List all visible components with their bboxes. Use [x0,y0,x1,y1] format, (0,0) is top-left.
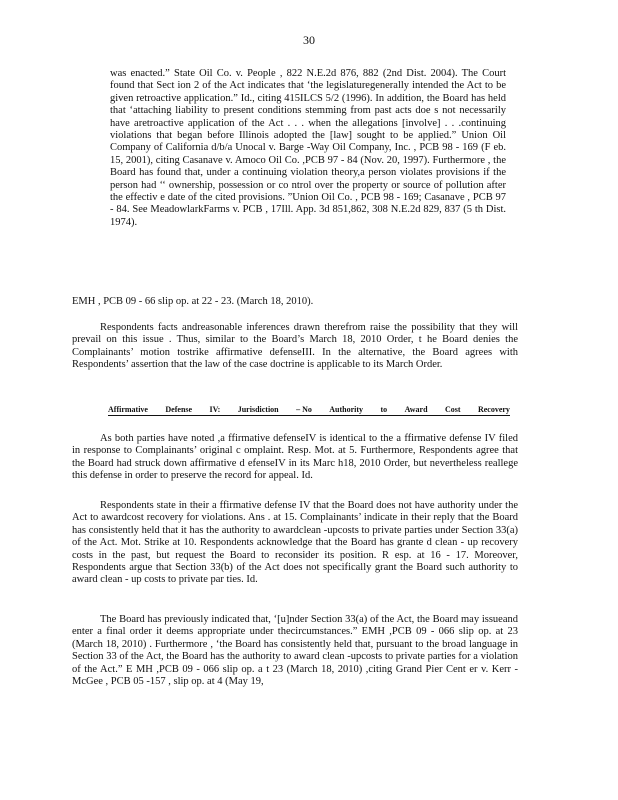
heading-word: to [380,405,388,414]
paragraph-respondents-facts: Respondents facts andreasonable inferences drawn therefrom raise the possibility that they will prevail on this issue . Thus, similar to the Board’s March 18, 2010 Order, t he Board denies the Complainants’ motion tostrike affirmative defenseIII. In the alternative, the Board agrees with Respondents’ assertion that the law of the case doctrine is applicable to its March Order. [72,322,518,371]
heading-word: Affirmative [108,405,148,414]
paragraph-both-parties: As both parties have noted ,a ffirmative defenseIV is identical to the a ffirmative defense IV filed in response to Complainants’ original c omplaint. Resp. Mot. at 5. Furthermore, Respondents agree that the Board had struck down affirmative d efenseIV in its Marc h18, 2010 Order, but nevertheless reallege this defense in order to preserve the record for appeal. Id. [72,433,518,482]
citation-line: EMH , PCB 09 - 66 slip op. at 22 - 23. (March 18, 2010). [72,296,314,307]
heading-word: Authority [329,405,364,414]
heading-word: Defense [165,405,193,414]
heading-word: – No [296,405,312,414]
block-quote: was enacted.” State Oil Co. v. People , 822 N.E.2d 876, 882 (2nd Dist. 2004). The Court found that Sect ion 2 of the Act indicates that ‘the legislaturegenerally intended the Act to be given retroactive application.” Id., citing 415ILCS 5/2 (1996). In addition, the Board has held that ‘attaching liability to present conditions stemming from past acts doe s not necessarily have aretroactive application of the Act . . . when the allegations [involve] . . .continuing violations that began before Illinois adopted the [law] sought to be applied.” Union Oil Company of California d/b/a Unocal v. Barge -Way Oil Company, Inc. , PCB 98 - 169 (F eb. 15, 2001), citing Casanave v. Amoco Oil Co. ,PCB 97 - 84 (Nov. 20, 1997). Furthermore , the Board has found that, under a continuing violation theory,a person violates provisions if the person had ‘‘ ownership, possession or co ntrol over the property or source of pollution after the effectiv e date of the cited provisions. ”Union Oil Co. , PCB 98 - 169; Casanave , PCB 97 - 84. See MeadowlarkFarms v. PCB , 17Ill. App. 3d 851,862, 308 N.E.2d 829, 837 (5 th Dist. 1974). [110,68,506,228]
heading-word: IV: [209,405,221,414]
section-heading [108,405,510,416]
paragraph-respondents-state: Respondents state in their a ffirmative defense IV that the Board does not have authority under the Act to awardcost recovery for violations. Ans . at 15. Complainants’ indicate in their reply that the Board has consistently held that it has the authority to awardclean -upcosts to private parties under Section 33(a) of the Act. Mot. Strike at 10. Respondents acknowledge that the Board has grante d clean - up recovery costs in the past, but request the Board to reconsider its position. R esp. at 16 - 17. Moreover, Respondents argue that Section 33(b) of the Act does not specifically grant the Board such authority to award clean - up costs to private par ties. Id. [72,500,518,586]
heading-word: Award [404,405,428,414]
heading-word: Jurisdiction [237,405,279,414]
heading-word: Recovery [477,405,510,414]
paragraph-board-previously: The Board has previously indicated that, ‘[u]nder Section 33(a) of the Act, the Board may issueand enter a final order it deems appropriate under thecircumstances.” EMH ,PCB 09 - 066 slip op. at 23 (March 18, 2010) . Furthermore , ‘the Board has consistently held that, pursuant to the broad language in Section 33 of the Act, the Board has the authority to award clean -upcosts to private parties for a violation of the Act.” E MH ,PCB 09 - 066 slip op. a t 23 (March 18, 2010) ,citing Grand Pier Cent er v. Kerr -McGee , PCB 05 -157 , slip op. at 4 (May 19, [72,614,518,688]
page-number: 30 [303,33,315,47]
heading-word: Cost [444,405,461,414]
